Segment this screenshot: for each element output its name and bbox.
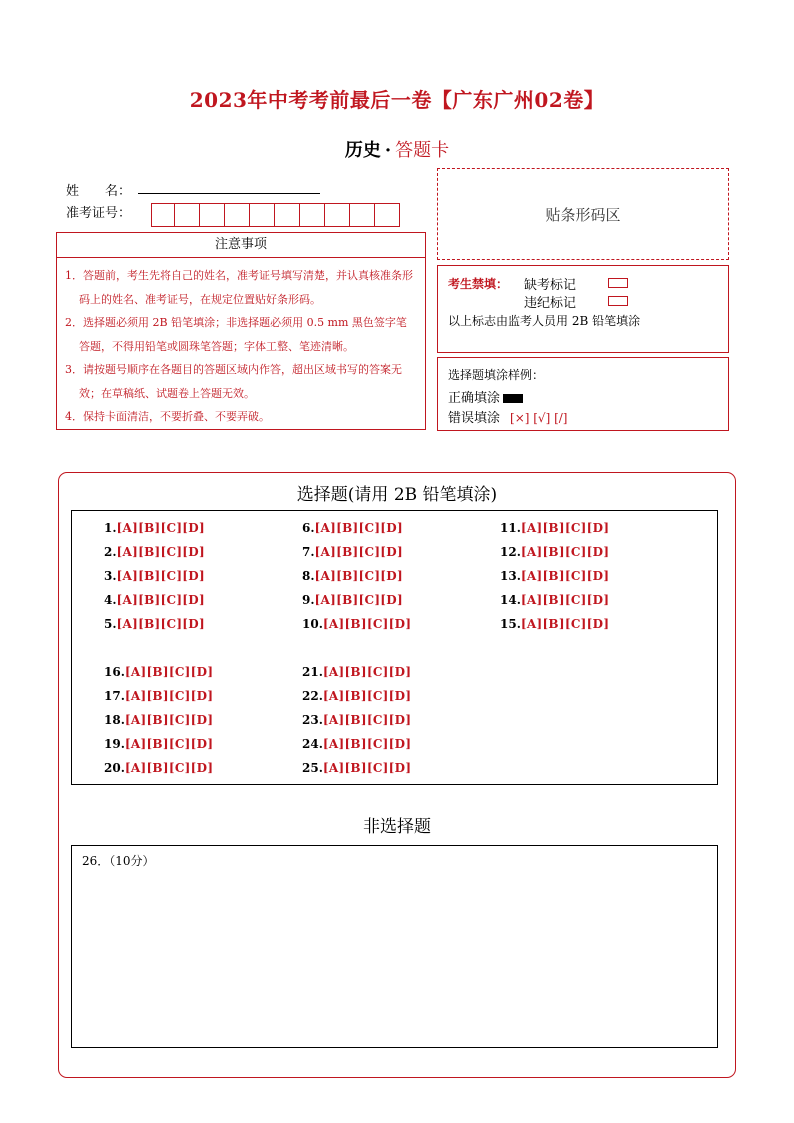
choice-question-13[interactable] (500, 569, 609, 583)
choice-question-16[interactable] (104, 665, 213, 679)
choice-question-11[interactable] (500, 521, 609, 535)
notice-item: 1．答题前，考生先将自己的姓名，准考证号填写清楚，并认真核准条形码上的姓名、准考证号，在规定位置贴好条形码。 (65, 269, 413, 306)
question-number: 1. (104, 521, 117, 535)
option-bubbles[interactable]: [A][B][C][D] (124, 713, 214, 727)
question-number: 18. (104, 713, 125, 727)
notice-item: 3．请按题号顺序在各题目的答题区域内作答，超出区域书写的答案无效；在草稿纸、试题卷上答题无效。 (65, 363, 402, 400)
choice-question-17[interactable] (104, 689, 213, 703)
forbidden-panel (437, 265, 729, 353)
choice-question-2[interactable] (104, 545, 205, 559)
id-digit-box[interactable] (350, 203, 375, 227)
id-digit-box[interactable] (300, 203, 325, 227)
choice-answer-grid (71, 510, 718, 785)
correct-fill-label: 正确填涂 (448, 391, 501, 406)
choice-question-1[interactable] (104, 521, 205, 535)
option-bubbles[interactable]: [A][B][C][D] (322, 665, 412, 679)
id-label: 准考证号： (66, 206, 132, 221)
id-digit-box[interactable] (275, 203, 300, 227)
question-number: 20. (104, 761, 125, 775)
notice-list (57, 258, 425, 429)
notice-panel (56, 232, 426, 430)
question-number: 10. (302, 617, 323, 631)
q26-label: 26．（10分） (82, 854, 155, 868)
question-number: 15. (500, 617, 521, 631)
page-subtitle (0, 136, 794, 162)
id-digit-box[interactable] (250, 203, 275, 227)
option-bubbles[interactable]: [A][B][C][D] (322, 689, 412, 703)
question-number: 12. (500, 545, 521, 559)
option-bubbles[interactable]: [A][B][C][D] (124, 737, 214, 751)
choice-question-25[interactable] (302, 761, 411, 775)
choice-question-24[interactable] (302, 737, 411, 751)
choice-question-19[interactable] (104, 737, 213, 751)
question-number: 5. (104, 617, 117, 631)
choice-question-3[interactable] (104, 569, 205, 583)
wrong-fill-marks: [×] [√] [/] (510, 411, 568, 425)
option-bubbles[interactable]: [A][B][C][D] (322, 737, 412, 751)
question-number: 13. (500, 569, 521, 583)
choice-question-20[interactable] (104, 761, 213, 775)
filled-mark-icon (503, 394, 523, 403)
question-number: 8. (302, 569, 315, 583)
question-number: 17. (104, 689, 125, 703)
question-number: 6. (302, 521, 315, 535)
question-number: 3. (104, 569, 117, 583)
choice-question-14[interactable] (500, 593, 609, 607)
choice-question-5[interactable] (104, 617, 205, 631)
option-bubbles[interactable]: [A][B][C][D] (124, 761, 214, 775)
choice-question-6[interactable] (302, 521, 403, 535)
question-number: 19. (104, 737, 125, 751)
wrong-fill-row (448, 407, 567, 426)
choice-question-18[interactable] (104, 713, 213, 727)
barcode-label: 贴条形码区 (545, 205, 621, 224)
id-digit-box[interactable] (151, 203, 175, 227)
choice-question-22[interactable] (302, 689, 411, 703)
forbidden-note: 以上标志由监考人员用 2B 铅笔填涂 (448, 314, 641, 328)
absent-mark-box[interactable] (608, 278, 628, 288)
id-digit-box[interactable] (175, 203, 200, 227)
notice-item: 4．保持卡面清洁，不要折叠、不要弄破。 (65, 410, 270, 423)
choice-question-8[interactable] (302, 569, 403, 583)
option-bubbles[interactable]: [A][B][C][D] (322, 761, 412, 775)
forbidden-label: 考生禁填： (448, 277, 509, 291)
question-number: 16. (104, 665, 125, 679)
violation-mark-label: 违纪标记 (524, 296, 577, 311)
choice-section-title: 选择题(请用 2B 铅笔填涂) (296, 485, 498, 505)
option-bubbles[interactable]: [A][B][C][D] (314, 593, 403, 607)
page-title: 2023年中考考前最后一卷【广东广州02卷】 (189, 88, 605, 112)
option-bubbles[interactable]: [A][B][C][D] (520, 545, 610, 559)
option-bubbles[interactable]: [A][B][C][D] (314, 545, 403, 559)
question-number: 24. (302, 737, 323, 751)
name-field[interactable] (138, 193, 320, 194)
id-digit-box[interactable] (200, 203, 225, 227)
choice-question-7[interactable] (302, 545, 403, 559)
option-bubbles[interactable]: [A][B][C][D] (116, 569, 205, 583)
fill-sample-panel (437, 357, 729, 431)
question-number: 9. (302, 593, 315, 607)
option-bubbles[interactable]: [A][B][C][D] (116, 593, 205, 607)
barcode-area (437, 168, 729, 260)
option-bubbles[interactable]: [A][B][C][D] (520, 593, 610, 607)
question-number: 2. (104, 545, 117, 559)
notice-item: 2．选择题必须用 2B 铅笔填涂；非选择题必须用 0.5 mm 黑色签字笔答题，不得用铅笔或圆珠笔答题；字体工整、笔迹清晰。 (65, 316, 407, 353)
option-bubbles[interactable]: [A][B][C][D] (322, 617, 412, 631)
id-digit-box[interactable] (325, 203, 350, 227)
notice-heading: 注意事项 (57, 233, 425, 258)
option-bubbles[interactable]: [A][B][C][D] (124, 665, 214, 679)
subtitle-dot: · (384, 140, 392, 161)
option-bubbles[interactable]: [A][B][C][D] (520, 569, 610, 583)
option-bubbles[interactable]: [A][B][C][D] (314, 569, 403, 583)
question-number: 25. (302, 761, 323, 775)
correct-fill-row (448, 387, 523, 406)
choice-question-4[interactable] (104, 593, 205, 607)
choice-question-10[interactable] (302, 617, 411, 631)
subject-label: 历史 (344, 140, 381, 161)
choice-question-21[interactable] (302, 665, 411, 679)
option-bubbles[interactable]: [A][B][C][D] (116, 617, 205, 631)
wrong-fill-label: 错误填涂 (448, 411, 501, 426)
choice-question-12[interactable] (500, 545, 609, 559)
nonchoice-section-title: 非选择题 (363, 817, 431, 837)
option-bubbles[interactable]: [A][B][C][D] (520, 617, 610, 631)
question-number: 23. (302, 713, 323, 727)
option-bubbles[interactable]: [A][B][C][D] (116, 521, 205, 535)
choice-question-23[interactable] (302, 713, 411, 727)
option-bubbles[interactable]: [A][B][C][D] (124, 689, 214, 703)
choice-question-15[interactable] (500, 617, 609, 631)
option-bubbles[interactable]: [A][B][C][D] (314, 521, 403, 535)
absent-mark-label: 缺考标记 (524, 278, 577, 293)
name-label: 姓 名： (66, 184, 132, 199)
card-label: 答题卡 (395, 140, 450, 161)
id-digit-box[interactable] (375, 203, 400, 227)
id-number-boxes[interactable] (151, 203, 400, 227)
id-digit-box[interactable] (225, 203, 250, 227)
option-bubbles[interactable]: [A][B][C][D] (520, 521, 610, 535)
question-number: 21. (302, 665, 323, 679)
question-number: 14. (500, 593, 521, 607)
choice-question-9[interactable] (302, 593, 403, 607)
fill-sample-title: 选择题填涂样例： (448, 368, 545, 382)
question-number: 22. (302, 689, 323, 703)
q26-answer-area[interactable] (71, 845, 718, 1048)
question-number: 11. (500, 521, 521, 535)
question-number: 7. (302, 545, 315, 559)
option-bubbles[interactable]: [A][B][C][D] (322, 713, 412, 727)
option-bubbles[interactable]: [A][B][C][D] (116, 545, 205, 559)
violation-mark-box[interactable] (608, 296, 628, 306)
question-number: 4. (104, 593, 117, 607)
